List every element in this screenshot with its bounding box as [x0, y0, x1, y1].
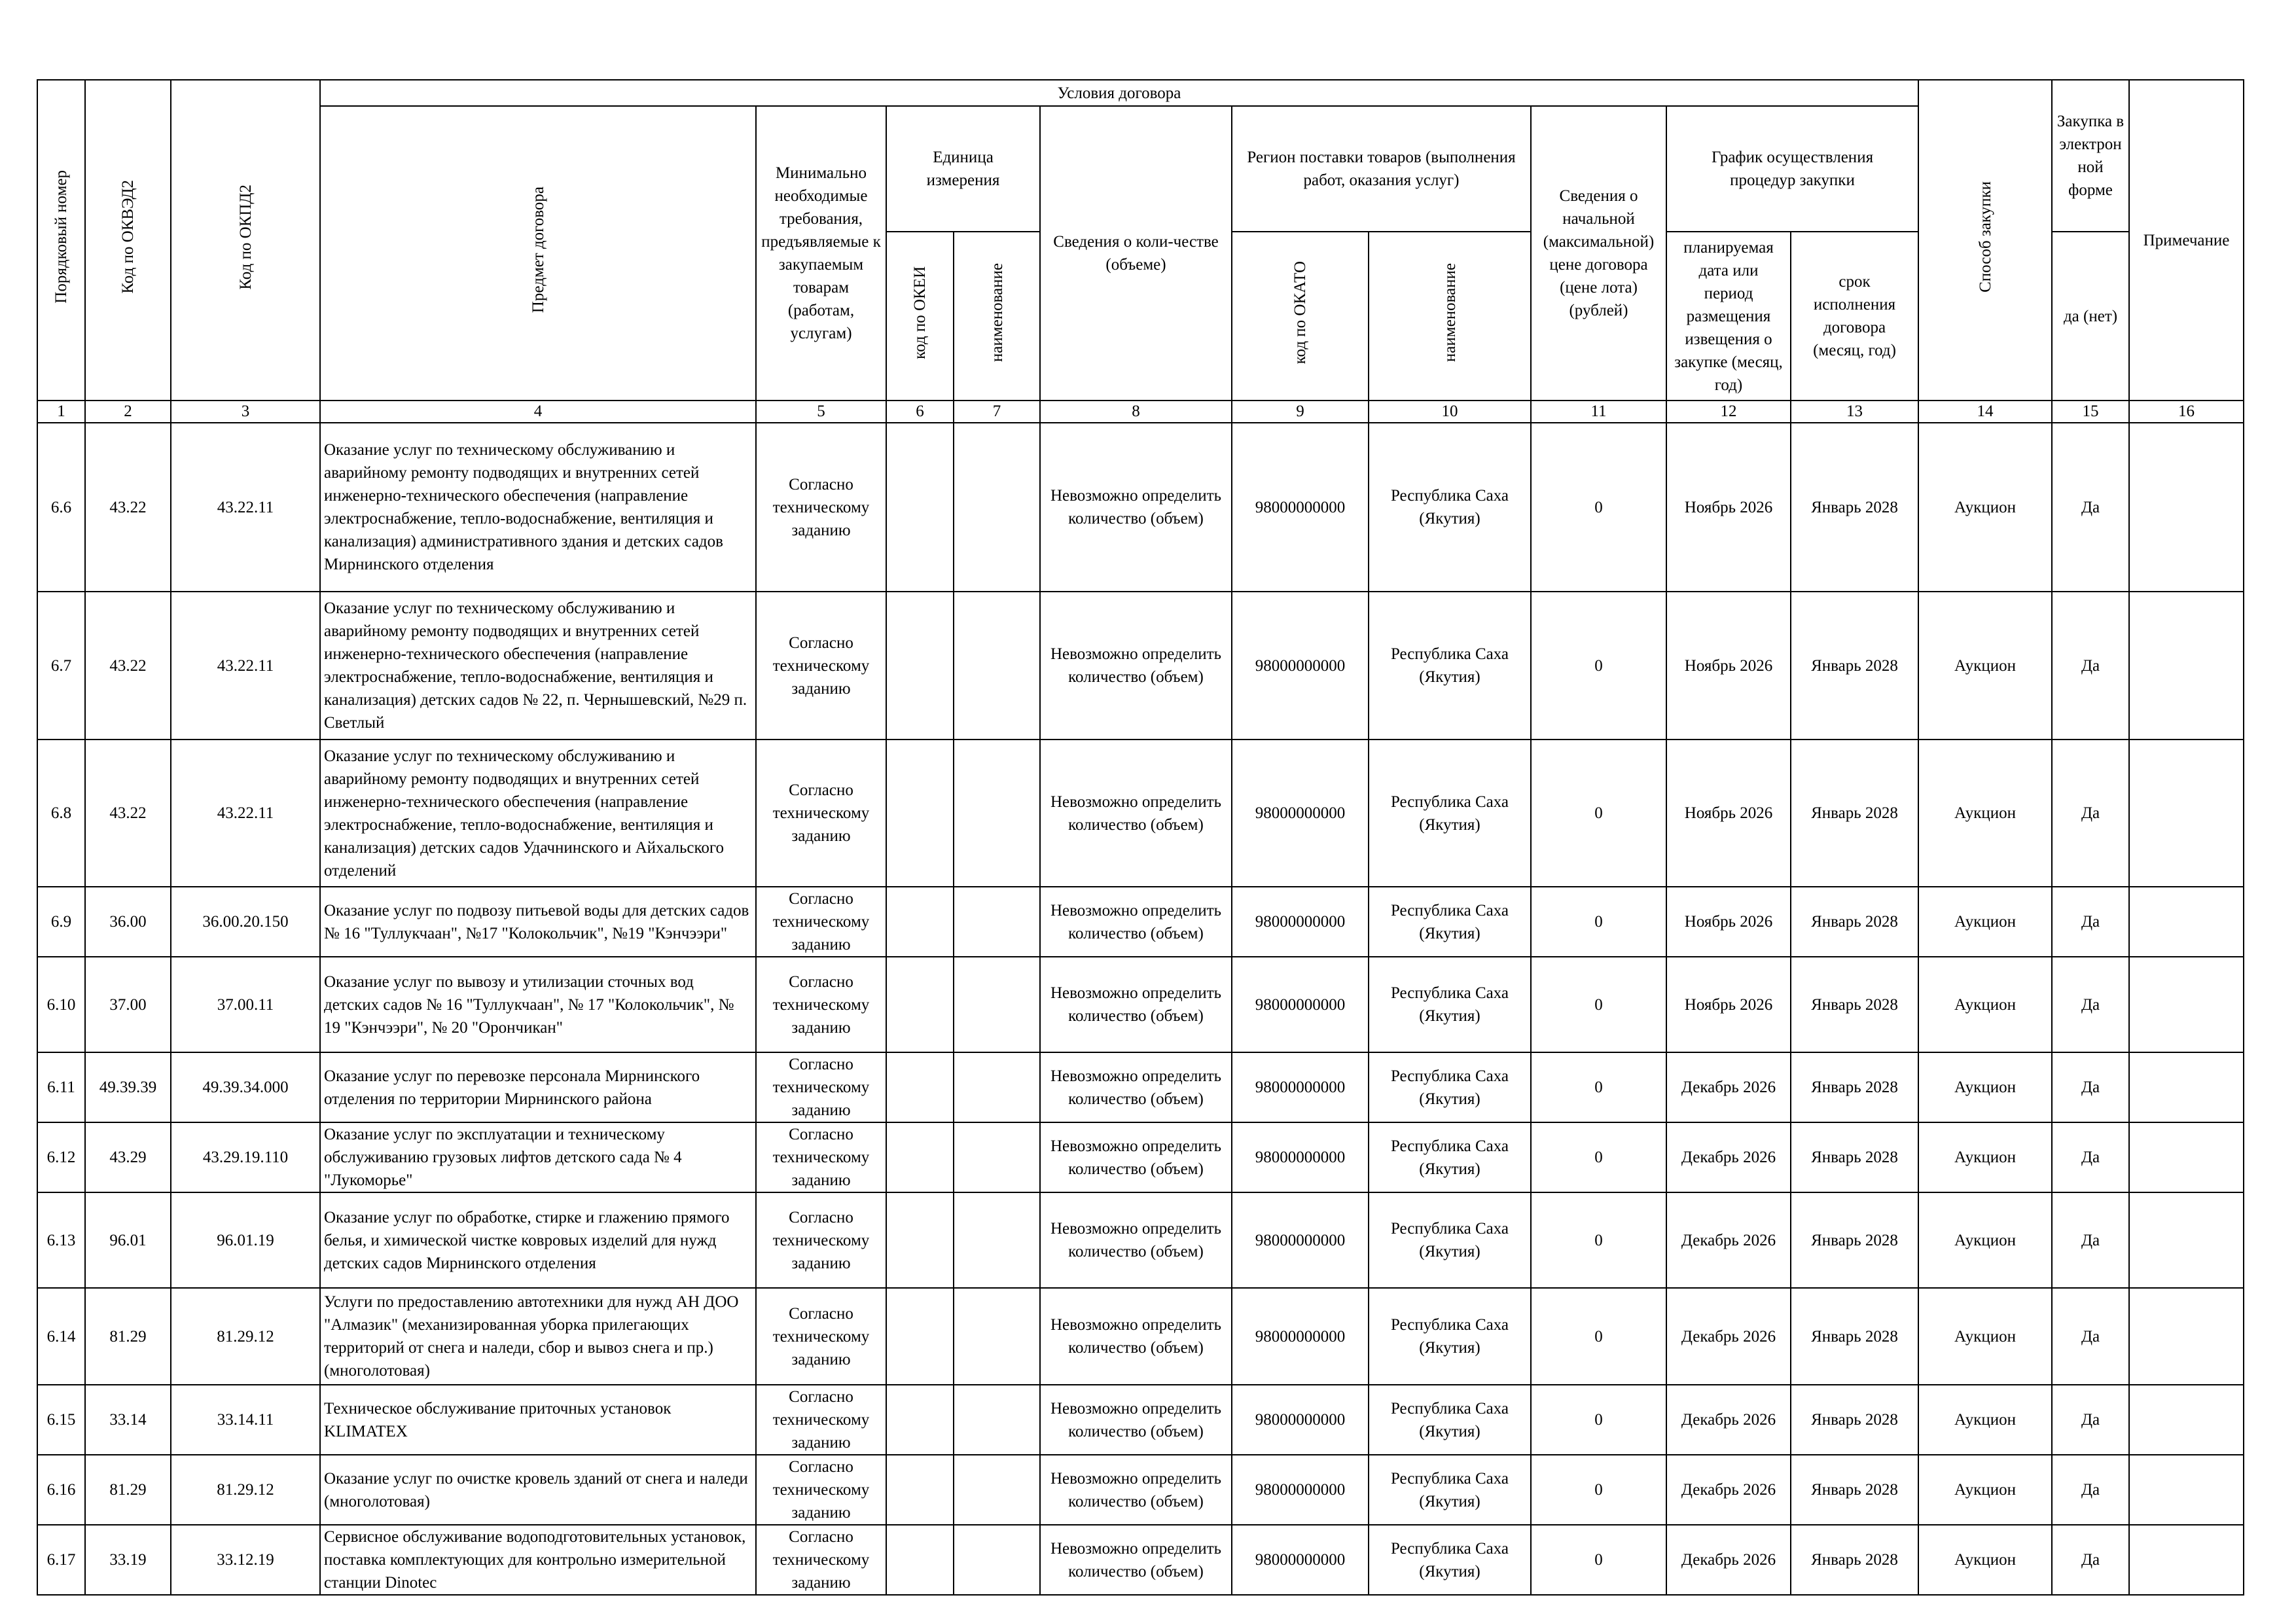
- quantity-cell: Невозможно определить количество (объем): [1040, 1455, 1232, 1525]
- column-number: 12: [1666, 401, 1791, 423]
- table-row: [37, 1192, 2244, 1288]
- contract-term-cell: Январь 2028: [1791, 1525, 1918, 1595]
- column-number: 2: [85, 401, 171, 423]
- region-name-cell: Республика Саха (Якутия): [1369, 423, 1531, 592]
- okpd-cell: 43.22.11: [171, 592, 320, 740]
- okato-code-cell: 98000000000: [1232, 1122, 1369, 1192]
- contract-term-cell: Январь 2028: [1791, 423, 1918, 592]
- subject-cell: Услуги по предоставлению автотехники для нужд АН ДОО "Алмазик" (механизированная уборка прилегающих территорий от снега и наледи, сбор и вывоз снега и пр.) (многолотовая): [320, 1288, 756, 1385]
- header-unit-okei: код по ОКЕИ: [886, 232, 954, 401]
- electronic-form-cell: Да: [2052, 1525, 2129, 1595]
- okei-code-cell: [886, 887, 954, 957]
- planned-date-cell: Ноябрь 2026: [1666, 740, 1791, 887]
- note-cell: [2129, 1525, 2244, 1595]
- electronic-form-cell: Да: [2052, 423, 2129, 592]
- initial-price-cell: 0: [1531, 1455, 1666, 1525]
- note-cell: [2129, 1052, 2244, 1122]
- column-number: 9: [1232, 401, 1369, 423]
- okato-code-cell: 98000000000: [1232, 1052, 1369, 1122]
- requirements-cell: Согласно техническому заданию: [756, 592, 886, 740]
- okei-code-cell: [886, 1385, 954, 1455]
- okato-code-cell: 98000000000: [1232, 423, 1369, 592]
- electronic-form-cell: Да: [2052, 1122, 2129, 1192]
- okved-cell: 49.39.39: [85, 1052, 171, 1122]
- header-planned-date: планируемая дата или период размещения извещения о закупке (месяц, год): [1666, 232, 1791, 401]
- okei-code-cell: [886, 423, 954, 592]
- okato-code-cell: 98000000000: [1232, 1525, 1369, 1595]
- unit-name-cell: [954, 887, 1040, 957]
- subject-cell: Оказание услуг по техническому обслуживанию и аварийному ремонту подводящих и внутренних сетей инженерно-технического обеспечения (направление электроснабжение, тепло-водоснабжение, вентиляция и канализация) детских садов Удачнинского и Айхальского отделений: [320, 740, 756, 887]
- quantity-cell: Невозможно определить количество (объем): [1040, 1288, 1232, 1385]
- okpd-cell: 37.00.11: [171, 957, 320, 1052]
- table-row: [37, 592, 2244, 740]
- region-name-cell: Республика Саха (Якутия): [1369, 1052, 1531, 1122]
- procurement-method-cell: Аукцион: [1918, 1192, 2052, 1288]
- header-term: срок исполнения договора (месяц, год): [1791, 232, 1918, 401]
- row-number-cell: 6.14: [37, 1288, 85, 1385]
- unit-name-cell: [954, 957, 1040, 1052]
- region-name-cell: Республика Саха (Якутия): [1369, 1455, 1531, 1525]
- region-name-cell: Республика Саха (Якутия): [1369, 1385, 1531, 1455]
- okei-code-cell: [886, 1288, 954, 1385]
- header-electronic-yes-no: да (нет): [2052, 232, 2129, 401]
- okved-cell: 43.22: [85, 423, 171, 592]
- electronic-form-cell: Да: [2052, 1385, 2129, 1455]
- okei-code-cell: [886, 1525, 954, 1595]
- initial-price-cell: 0: [1531, 740, 1666, 887]
- subject-cell: Сервисное обслуживание водоподготовительных установок, поставка комплектующих для контрольно измерительной станции Dinotec: [320, 1525, 756, 1595]
- okei-code-cell: [886, 740, 954, 887]
- region-name-cell: Республика Саха (Якутия): [1369, 1122, 1531, 1192]
- table-row: [37, 1385, 2244, 1455]
- table-row: [37, 740, 2244, 887]
- subject-cell: Оказание услуг по техническому обслуживанию и аварийному ремонту подводящих и внутренних сетей инженерно-технического обеспечения (направление электроснабжение, тепло-водоснабжение, вентиляция и канализация) детских садов № 22, п. Чернышевский, №29 п. Светлый: [320, 592, 756, 740]
- column-number: 3: [171, 401, 320, 423]
- quantity-cell: Невозможно определить количество (объем): [1040, 592, 1232, 740]
- okato-code-cell: 98000000000: [1232, 887, 1369, 957]
- electronic-form-cell: Да: [2052, 592, 2129, 740]
- row-number-cell: 6.10: [37, 957, 85, 1052]
- contract-term-cell: Январь 2028: [1791, 740, 1918, 887]
- table-row: [37, 1052, 2244, 1122]
- electronic-form-cell: Да: [2052, 740, 2129, 887]
- okved-cell: 37.00: [85, 957, 171, 1052]
- column-number: 4: [320, 401, 756, 423]
- requirements-cell: Согласно техническому заданию: [756, 1525, 886, 1595]
- okei-code-cell: [886, 1455, 954, 1525]
- procurement-method-cell: Аукцион: [1918, 1455, 2052, 1525]
- subject-cell: Оказание услуг по подвозу питьевой воды для детских садов № 16 "Туллукчаан", №17 "Колокольчик", №19 "Кэнчээри": [320, 887, 756, 957]
- initial-price-cell: 0: [1531, 1192, 1666, 1288]
- table-body: [37, 423, 2244, 1595]
- column-number: 16: [2129, 401, 2244, 423]
- initial-price-cell: 0: [1531, 887, 1666, 957]
- row-number-cell: 6.17: [37, 1525, 85, 1595]
- quantity-cell: Невозможно определить количество (объем): [1040, 1192, 1232, 1288]
- header-unit-name: наименование: [954, 232, 1040, 401]
- unit-name-cell: [954, 1525, 1040, 1595]
- unit-name-cell: [954, 1288, 1040, 1385]
- electronic-form-cell: Да: [2052, 957, 2129, 1052]
- subject-cell: Оказание услуг по вывозу и утилизации сточных вод детских садов № 16 "Туллукчаан", № 17 "Колокольчик", № 19 "Кэнчээри", № 20 "Орончикан": [320, 957, 756, 1052]
- electronic-form-cell: Да: [2052, 1192, 2129, 1288]
- column-number: 8: [1040, 401, 1232, 423]
- okved-cell: 81.29: [85, 1455, 171, 1525]
- planned-date-cell: Ноябрь 2026: [1666, 592, 1791, 740]
- okpd-cell: 43.29.19.110: [171, 1122, 320, 1192]
- planned-date-cell: Ноябрь 2026: [1666, 957, 1791, 1052]
- initial-price-cell: 0: [1531, 1525, 1666, 1595]
- unit-name-cell: [954, 740, 1040, 887]
- unit-name-cell: [954, 1455, 1040, 1525]
- okato-code-cell: 98000000000: [1232, 740, 1369, 887]
- okei-code-cell: [886, 957, 954, 1052]
- note-cell: [2129, 887, 2244, 957]
- procurement-method-cell: Аукцион: [1918, 1122, 2052, 1192]
- requirements-cell: Согласно техническому заданию: [756, 1052, 886, 1122]
- okved-cell: 81.29: [85, 1288, 171, 1385]
- column-number: 15: [2052, 401, 2129, 423]
- contract-term-cell: Январь 2028: [1791, 1288, 1918, 1385]
- quantity-cell: Невозможно определить количество (объем): [1040, 957, 1232, 1052]
- header-region: Регион поставки товаров (выполнения работ, оказания услуг): [1232, 106, 1531, 232]
- procurement-plan-table: [37, 79, 2244, 1596]
- subject-cell: Оказание услуг по очистке кровель зданий от снега и наледи (многолотовая): [320, 1455, 756, 1525]
- note-cell: [2129, 592, 2244, 740]
- row-number-cell: 6.9: [37, 887, 85, 957]
- note-cell: [2129, 957, 2244, 1052]
- note-cell: [2129, 423, 2244, 592]
- okato-code-cell: 98000000000: [1232, 957, 1369, 1052]
- region-name-cell: Республика Саха (Якутия): [1369, 957, 1531, 1052]
- requirements-cell: Согласно техническому заданию: [756, 1385, 886, 1455]
- row-number-cell: 6.16: [37, 1455, 85, 1525]
- okei-code-cell: [886, 1052, 954, 1122]
- initial-price-cell: 0: [1531, 1288, 1666, 1385]
- table-row: [37, 957, 2244, 1052]
- header-subject: Предмет договора: [320, 106, 756, 401]
- header-method: Способ закупки: [1918, 80, 2052, 401]
- okpd-cell: 81.29.12: [171, 1455, 320, 1525]
- column-number: 1: [37, 401, 85, 423]
- header-order-no: Порядковый номер: [37, 80, 85, 401]
- okato-code-cell: 98000000000: [1232, 1385, 1369, 1455]
- requirements-cell: Согласно техническому заданию: [756, 423, 886, 592]
- contract-term-cell: Январь 2028: [1791, 592, 1918, 740]
- requirements-cell: Согласно техническому заданию: [756, 1192, 886, 1288]
- quantity-cell: Невозможно определить количество (объем): [1040, 423, 1232, 592]
- column-number: 5: [756, 401, 886, 423]
- requirements-cell: Согласно техническому заданию: [756, 957, 886, 1052]
- row-number-cell: 6.12: [37, 1122, 85, 1192]
- header-unit: Единица измерения: [886, 106, 1040, 232]
- quantity-cell: Невозможно определить количество (объем): [1040, 1052, 1232, 1122]
- quantity-cell: Невозможно определить количество (объем): [1040, 1122, 1232, 1192]
- requirements-cell: Согласно техническому заданию: [756, 1288, 886, 1385]
- planned-date-cell: Декабрь 2026: [1666, 1122, 1791, 1192]
- electronic-form-cell: Да: [2052, 1052, 2129, 1122]
- initial-price-cell: 0: [1531, 957, 1666, 1052]
- region-name-cell: Республика Саха (Якутия): [1369, 740, 1531, 887]
- okei-code-cell: [886, 1192, 954, 1288]
- planned-date-cell: Декабрь 2026: [1666, 1288, 1791, 1385]
- okei-code-cell: [886, 1122, 954, 1192]
- unit-name-cell: [954, 423, 1040, 592]
- okei-code-cell: [886, 592, 954, 740]
- region-name-cell: Республика Саха (Якутия): [1369, 592, 1531, 740]
- quantity-cell: Невозможно определить количество (объем): [1040, 1525, 1232, 1595]
- column-number: 11: [1531, 401, 1666, 423]
- header-quantity: Сведения о коли-честве (объеме): [1040, 106, 1232, 401]
- okved-cell: 33.19: [85, 1525, 171, 1595]
- column-number: 13: [1791, 401, 1918, 423]
- table-row: [37, 1122, 2244, 1192]
- row-number-cell: 6.11: [37, 1052, 85, 1122]
- quantity-cell: Невозможно определить количество (объем): [1040, 887, 1232, 957]
- okato-code-cell: 98000000000: [1232, 1288, 1369, 1385]
- note-cell: [2129, 1192, 2244, 1288]
- planned-date-cell: Декабрь 2026: [1666, 1385, 1791, 1455]
- header-note: Примечание: [2129, 80, 2244, 401]
- requirements-cell: Согласно техническому заданию: [756, 740, 886, 887]
- row-number-cell: 6.15: [37, 1385, 85, 1455]
- table-row: [37, 1525, 2244, 1595]
- okpd-cell: 33.12.19: [171, 1525, 320, 1595]
- header-region-okato: код по ОКАТО: [1232, 232, 1369, 401]
- table-row: [37, 1455, 2244, 1525]
- electronic-form-cell: Да: [2052, 1288, 2129, 1385]
- region-name-cell: Республика Саха (Якутия): [1369, 887, 1531, 957]
- contract-term-cell: Январь 2028: [1791, 1122, 1918, 1192]
- table-row: [37, 1288, 2244, 1385]
- subject-cell: Техническое обслуживание приточных установок KLIMATEX: [320, 1385, 756, 1455]
- okato-code-cell: 98000000000: [1232, 592, 1369, 740]
- note-cell: [2129, 1455, 2244, 1525]
- initial-price-cell: 0: [1531, 1122, 1666, 1192]
- region-name-cell: Республика Саха (Якутия): [1369, 1288, 1531, 1385]
- table-row: [37, 887, 2244, 957]
- procurement-method-cell: Аукцион: [1918, 423, 2052, 592]
- procurement-method-cell: Аукцион: [1918, 1052, 2052, 1122]
- procurement-method-cell: Аукцион: [1918, 957, 2052, 1052]
- okved-cell: 36.00: [85, 887, 171, 957]
- header-electronic: Закупка в электрон ной форме: [2052, 80, 2129, 232]
- unit-name-cell: [954, 592, 1040, 740]
- note-cell: [2129, 1288, 2244, 1385]
- note-cell: [2129, 1122, 2244, 1192]
- row-number-cell: 6.7: [37, 592, 85, 740]
- quantity-cell: Невозможно определить количество (объем): [1040, 1385, 1232, 1455]
- contract-term-cell: Январь 2028: [1791, 1192, 1918, 1288]
- okved-cell: 43.22: [85, 592, 171, 740]
- column-number: 7: [954, 401, 1040, 423]
- note-cell: [2129, 1385, 2244, 1455]
- subject-cell: Оказание услуг по эксплуатации и техническому обслуживанию грузовых лифтов детского сада № 4 "Лукоморье": [320, 1122, 756, 1192]
- procurement-method-cell: Аукцион: [1918, 1525, 2052, 1595]
- procurement-method-cell: Аукцион: [1918, 887, 2052, 957]
- header-okved2: Код по ОКВЭД2: [85, 80, 171, 401]
- procurement-method-cell: Аукцион: [1918, 740, 2052, 887]
- contract-term-cell: Январь 2028: [1791, 887, 1918, 957]
- procurement-method-cell: Аукцион: [1918, 1288, 2052, 1385]
- header-requirements: Минимально необходимые требования, предъявляемые к закупаемым товарам (работам, услугам): [756, 106, 886, 401]
- row-number-cell: 6.13: [37, 1192, 85, 1288]
- header-initial-price: Сведения о начальной (максимальной) цене договора (цене лота) (рублей): [1531, 106, 1666, 401]
- planned-date-cell: Декабрь 2026: [1666, 1525, 1791, 1595]
- procurement-method-cell: Аукцион: [1918, 1385, 2052, 1455]
- subject-cell: Оказание услуг по перевозке персонала Мирнинского отделения по территории Мирнинского района: [320, 1052, 756, 1122]
- row-number-cell: 6.6: [37, 423, 85, 592]
- quantity-cell: Невозможно определить количество (объем): [1040, 740, 1232, 887]
- electronic-form-cell: Да: [2052, 1455, 2129, 1525]
- table-row: [37, 423, 2244, 592]
- region-name-cell: Республика Саха (Якутия): [1369, 1525, 1531, 1595]
- header-conditions: Условия договора: [320, 80, 1918, 106]
- initial-price-cell: 0: [1531, 1385, 1666, 1455]
- row-number-cell: 6.8: [37, 740, 85, 887]
- contract-term-cell: Январь 2028: [1791, 1385, 1918, 1455]
- okved-cell: 43.22: [85, 740, 171, 887]
- unit-name-cell: [954, 1385, 1040, 1455]
- contract-term-cell: Январь 2028: [1791, 1052, 1918, 1122]
- column-number: 6: [886, 401, 954, 423]
- planned-date-cell: Декабрь 2026: [1666, 1052, 1791, 1122]
- planned-date-cell: Декабрь 2026: [1666, 1455, 1791, 1525]
- column-number: 10: [1369, 401, 1531, 423]
- note-cell: [2129, 740, 2244, 887]
- unit-name-cell: [954, 1192, 1040, 1288]
- initial-price-cell: 0: [1531, 592, 1666, 740]
- planned-date-cell: Ноябрь 2026: [1666, 423, 1791, 592]
- okpd-cell: 36.00.20.150: [171, 887, 320, 957]
- okpd-cell: 49.39.34.000: [171, 1052, 320, 1122]
- initial-price-cell: 0: [1531, 1052, 1666, 1122]
- subject-cell: Оказание услуг по обработке, стирке и глажению прямого белья, и химической чистке ковровых изделий для нужд детских садов Мирнинского отделения: [320, 1192, 756, 1288]
- unit-name-cell: [954, 1052, 1040, 1122]
- header-region-name: наименование: [1369, 232, 1531, 401]
- okato-code-cell: 98000000000: [1232, 1455, 1369, 1525]
- header-schedule: График осуществления процедур закупки: [1666, 106, 1918, 232]
- requirements-cell: Согласно техническому заданию: [756, 1122, 886, 1192]
- planned-date-cell: Декабрь 2026: [1666, 1192, 1791, 1288]
- planned-date-cell: Ноябрь 2026: [1666, 887, 1791, 957]
- contract-term-cell: Январь 2028: [1791, 957, 1918, 1052]
- okved-cell: 33.14: [85, 1385, 171, 1455]
- procurement-method-cell: Аукцион: [1918, 592, 2052, 740]
- okpd-cell: 96.01.19: [171, 1192, 320, 1288]
- requirements-cell: Согласно техническому заданию: [756, 1455, 886, 1525]
- okpd-cell: 43.22.11: [171, 423, 320, 592]
- header-okpd2: Код по ОКПД2: [171, 80, 320, 401]
- okved-cell: 43.29: [85, 1122, 171, 1192]
- region-name-cell: Республика Саха (Якутия): [1369, 1192, 1531, 1288]
- subject-cell: Оказание услуг по техническому обслуживанию и аварийному ремонту подводящих и внутренних сетей инженерно-технического обеспечения (направление электроснабжение, тепло-водоснабжение, вентиляция и канализация) административного здания и детских садов Мирнинского отделения: [320, 423, 756, 592]
- okpd-cell: 43.22.11: [171, 740, 320, 887]
- unit-name-cell: [954, 1122, 1040, 1192]
- okpd-cell: 81.29.12: [171, 1288, 320, 1385]
- okved-cell: 96.01: [85, 1192, 171, 1288]
- requirements-cell: Согласно техническому заданию: [756, 887, 886, 957]
- column-number: 14: [1918, 401, 2052, 423]
- contract-term-cell: Январь 2028: [1791, 1455, 1918, 1525]
- initial-price-cell: 0: [1531, 423, 1666, 592]
- okato-code-cell: 98000000000: [1232, 1192, 1369, 1288]
- electronic-form-cell: Да: [2052, 887, 2129, 957]
- okpd-cell: 33.14.11: [171, 1385, 320, 1455]
